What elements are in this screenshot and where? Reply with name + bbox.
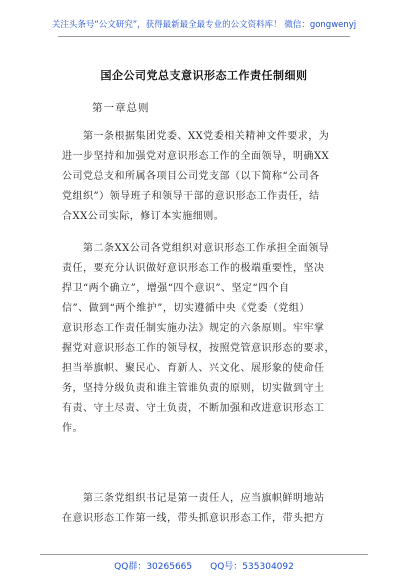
paragraph-line: 党组织”）领导班子和领导干部的意识形态工作责任，结 xyxy=(62,191,320,202)
paragraph-line: 第一条根据集团党委、XX党委相关精神文件要求，为 xyxy=(83,131,330,142)
paragraph-line: 信”、做到“两个维护”，切实遵循中央《党委（党组） xyxy=(62,303,310,314)
paragraph-line: 在意识形态工作第一线，带头抓意识形态工作，带头把方 xyxy=(62,513,325,524)
qq-number-label: QQ号：535304092 xyxy=(210,562,294,572)
paragraph-line: 作。 xyxy=(62,423,83,434)
chapter-title: 第一章总则 xyxy=(92,102,150,114)
paragraph-line: 务，坚持分级负责和谁主管谁负责的原则，切实做到守土 xyxy=(62,383,325,394)
paragraph-line: 捍卫“两个确立”，增强“四个意识”、坚定“四个自 xyxy=(62,283,290,294)
paragraph-line: 担当举旗帜、聚民心、育新人、兴文化、展形象的使命任 xyxy=(62,363,325,374)
document-title: 国企公司党总支意识形态工作责任制细则 xyxy=(100,69,308,82)
qq-group-label: QQ群：30265665 xyxy=(114,562,193,572)
paragraph-line: 公司党总支和所属各项目公司党支部（以下简称“公司各 xyxy=(62,171,320,182)
header-banner: 关注头条号“公文研究”，获得最新最全最专业的公文资料库！ 微信：gongwenyj xyxy=(51,20,357,30)
paragraph-line: 握党对意识形态工作的领导权，按照党管意识形态的要求， xyxy=(62,343,335,354)
footer-contact xyxy=(0,559,408,572)
paragraph-line: 第二条XX公司各党组织对意识形态工作承担全面领导 xyxy=(83,243,330,254)
paragraph-line: 责任，要充分认识做好意识形态工作的极端重要性，坚决 xyxy=(62,263,325,274)
article-paragraph-3 xyxy=(62,489,348,529)
paragraph-line: 有责、守土尽责、守土负责，不断加强和改进意识形态工 xyxy=(62,403,325,414)
article-paragraph-2 xyxy=(62,239,348,439)
paragraph-line: 合XX公司实际，修订本实施细则。 xyxy=(62,211,225,222)
paragraph-line: 意识形态工作责任制实施办法》规定的六条原则。牢牢掌 xyxy=(62,323,325,334)
article-paragraph-1 xyxy=(62,127,348,227)
footer-divider xyxy=(40,554,368,555)
paragraph-line: 进一步坚持和加强党对意识形态工作的全面领导，明确XX xyxy=(62,151,330,162)
paragraph-line: 第三条党组织书记是第一责任人，应当旗帜鲜明地站 xyxy=(83,493,325,504)
header-divider xyxy=(58,36,350,37)
